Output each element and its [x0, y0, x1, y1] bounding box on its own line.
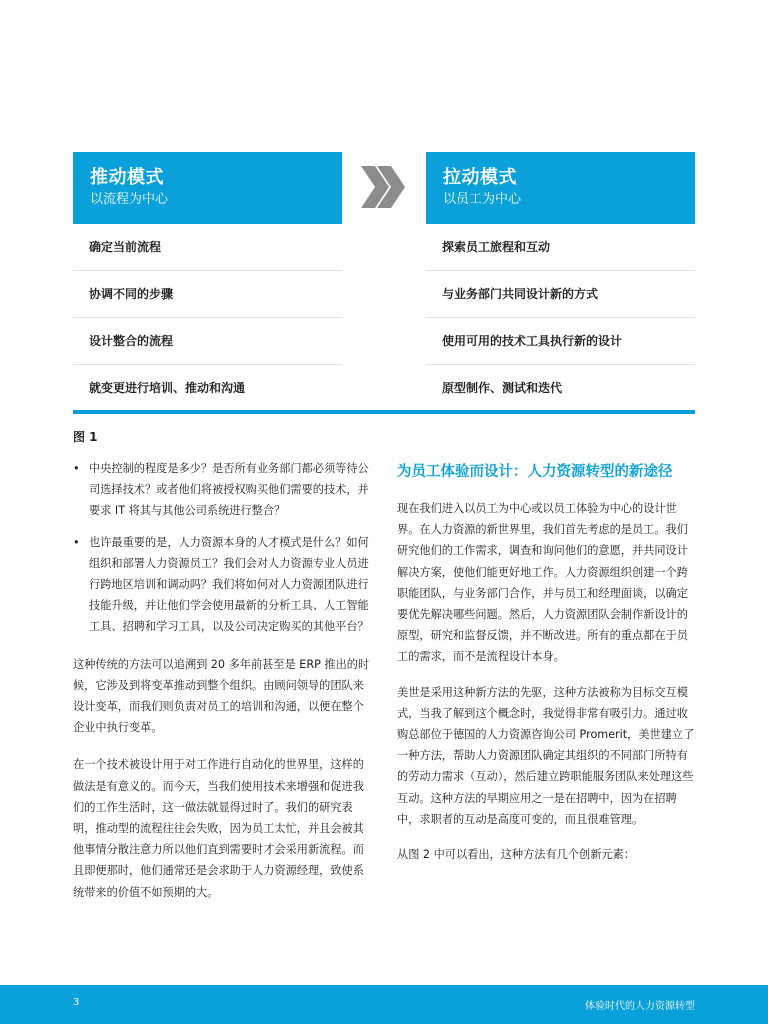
- bullet-item: [73, 458, 373, 522]
- bullet-dot: •: [73, 462, 80, 475]
- pull-model-column: [426, 152, 695, 412]
- bullet-item: [73, 532, 373, 638]
- body-paragraph: 在一个技术被设计用于对工作进行自动化的世界里，这样的做法是有意义的。而今天，当我们使用技术来增强和促进我们的工作生活时，这一做法就显得过时了。我们的研究表明，推动型的流程往往会失败，因为员工太忙，并且会被其他事情分散注意力所以他们直到需要时才会采用新流程。而且即便那时，他们通常还是会求助于人力资源经理，致使系统带来的价值不如预期的大。: [73, 758, 364, 899]
- push-step: 就变更进行培训、推动和沟通: [89, 381, 246, 395]
- figure-push-pull-model: [73, 152, 695, 414]
- push-model-header: [73, 152, 342, 224]
- figure-bottom-rule: [73, 410, 695, 414]
- push-model-column: [73, 152, 342, 412]
- bullet-text: 也许最重要的是，人力资源本身的人才模式是什么？如何组织和部署人力资源员工？我们会对人力资源专业人员进行跨地区培训和调动吗？我们将如何对人力资源团队进行技能升级，并让他们学会使用最新的分析工具、人工智能工具、招聘和学习工具，以及公司决定购买的其他平台？: [89, 535, 369, 634]
- pull-step: 与业务部门共同设计新的方式: [426, 271, 695, 318]
- pull-model-header: [426, 152, 695, 224]
- pull-model-subtitle: 以员工为中心: [443, 192, 522, 207]
- push-model-steps: [73, 224, 342, 412]
- push-step: 协调不同的步骤: [73, 271, 342, 318]
- bullet-dot: •: [73, 535, 80, 549]
- double-chevron-right-icon: [359, 162, 409, 212]
- pull-step: 探索员工旅程和互动: [426, 224, 695, 271]
- right-text-column: [397, 458, 697, 876]
- body-paragraph: 这种传统的方法可以追溯到 20 多年前甚至是 ERP 推出的时候，它涉及到将变革推动到整个组织。由顾问领导的团队来设计变革，而我们则负责对员工的培训和沟通，以便在整个企业中执行变革。: [73, 657, 370, 735]
- push-step: 设计整合的流程: [73, 318, 342, 365]
- figure-caption: 图 1: [73, 430, 98, 444]
- body-paragraph: 现在我们进入以员工为中心或以员工体验为中心的设计世界。在人力资源的新世界里，我们首先考虑的是员工。我们研究他们的工作需求，调查和询问他们的意愿，并共同设计解决方案，使他们能更好地工作。人力资源组织创建一个跨职能团队，与业务部门合作，并与员工和经理面谈，以确定要优先解决哪些问题。然后，人力资源团队会制作新设计的原型，研究和监督反馈，并不断改进。所有的重点都在于员工的需求，而不是流程设计本身。: [397, 502, 688, 664]
- bullet-list: [73, 458, 373, 638]
- pull-step: 原型制作、测试和迭代: [442, 381, 563, 395]
- body-paragraph: 美世是采用这种新方法的先驱，这种方法被称为目标交互模式，当我了解到这个概念时，我觉得非常有吸引力。通过收购总部位于德国的人力资源咨询公司 Promerit，美世建立了一种方法，帮助人力资源团队确定其组织的不同部门所特有的劳动力需求（互动），然后建立跨职能服务团队来处理这些互动。这种方法的早期应用之一是在招聘中，因为在招聘中，求职者的互动是高度可变的，而且很难管理。: [397, 685, 695, 826]
- bullet-text: 中央控制的程度是多少？是否所有业务部门都必须等待公司选择技术？或者他们将被授权购买他们需要的技术，并要求 IT 将其与其他公司系统进行整合？: [89, 462, 369, 518]
- pull-model-title: 拉动模式: [443, 167, 517, 188]
- body-paragraph: 从图 2 中可以看出，这种方法有几个创新元素：: [397, 848, 635, 862]
- pull-model-steps: [426, 224, 695, 412]
- push-step: 确定当前流程: [73, 224, 342, 271]
- left-text-column: [73, 458, 373, 914]
- footer-title: 体验时代的人力资源转型: [585, 1001, 695, 1012]
- page-footer: [0, 985, 768, 1024]
- push-model-title: 推动模式: [90, 167, 164, 188]
- section-heading: 为员工体验而设计：人力资源转型的新途径: [397, 464, 673, 480]
- pull-step: 使用可用的技术工具执行新的设计: [426, 318, 695, 365]
- page-number: 3: [73, 997, 80, 1008]
- push-model-subtitle: 以流程为中心: [90, 192, 169, 207]
